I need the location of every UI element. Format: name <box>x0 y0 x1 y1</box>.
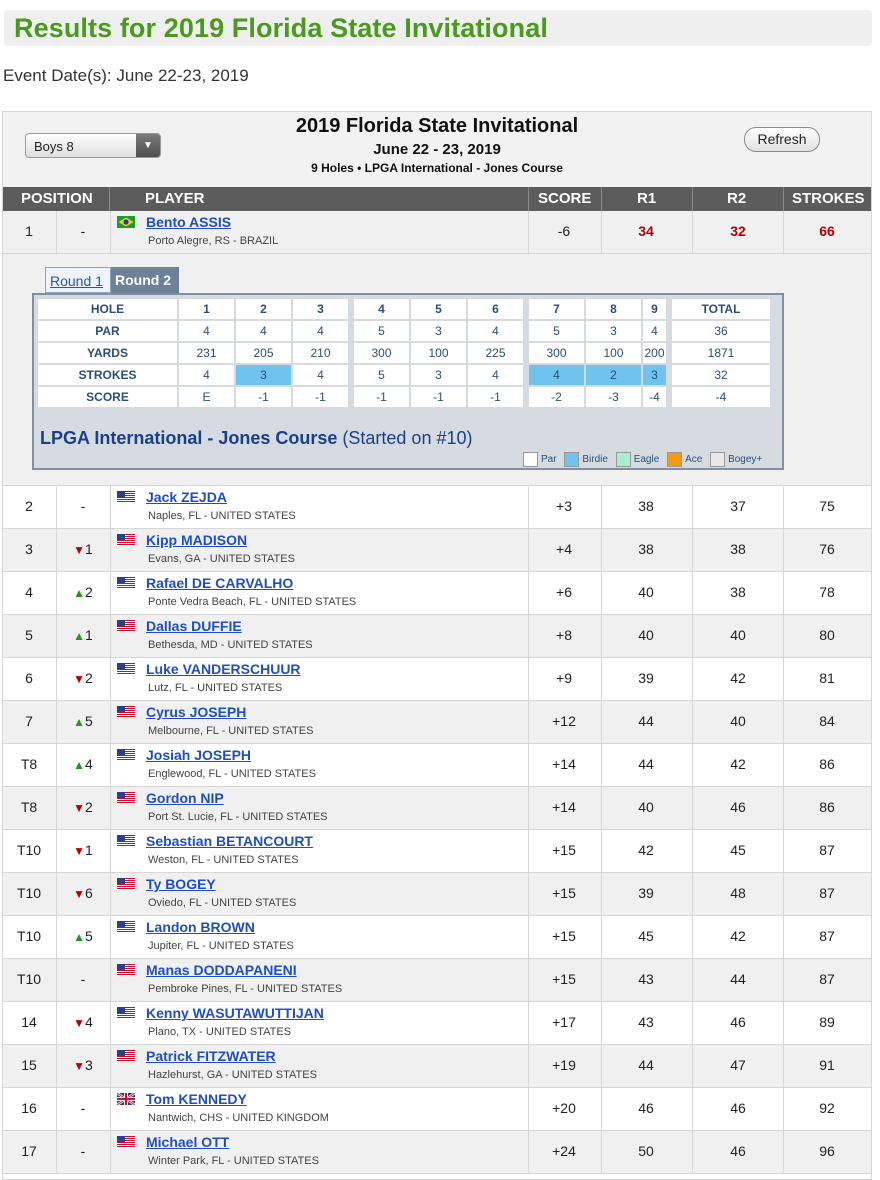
arrow-up-icon: ▲ <box>73 715 86 729</box>
position-change: ▼1 <box>73 842 93 858</box>
player-name-link[interactable]: Gordon NIP <box>146 790 224 806</box>
par-cell: 4 <box>236 321 291 341</box>
arrow-down-icon: ▼ <box>73 543 86 557</box>
score-cell: -1 <box>354 387 409 407</box>
player-name-link[interactable]: Landon BROWN <box>146 919 255 935</box>
position-change: ▼4 <box>73 1014 93 1030</box>
score-cell: -2 <box>529 387 584 407</box>
player-row[interactable] <box>3 486 871 529</box>
player-row[interactable] <box>3 529 871 572</box>
player-location: Jupiter, FL - UNITED STATES <box>148 940 294 952</box>
position: T10 <box>16 928 42 944</box>
player-name-link[interactable]: Dallas DUFFIE <box>146 618 242 634</box>
strokes-cell-birdie: 2 <box>586 365 641 385</box>
us-flag-icon <box>117 792 135 804</box>
hole-cell: 3 <box>293 299 348 319</box>
position-change: ▲2 <box>73 584 93 600</box>
par-swatch-icon <box>523 452 538 467</box>
strokes-cell-birdie: 3 <box>643 365 666 385</box>
page-title: Results for 2019 Florida State Invitational <box>14 13 548 43</box>
scorecard-table <box>36 297 772 409</box>
yards-cell: 200 <box>643 343 666 363</box>
position: 1 <box>25 223 33 239</box>
round1-score: 40 <box>638 627 654 643</box>
arrow-down-icon: ▼ <box>73 844 86 858</box>
player-location: Hazlehurst, GA - UNITED STATES <box>148 1069 317 1081</box>
player-location: Bethesda, MD - UNITED STATES <box>148 639 313 651</box>
player-row[interactable] <box>3 701 871 744</box>
round1-score: 44 <box>638 1057 654 1073</box>
total-score: +24 <box>552 1143 576 1159</box>
ace-swatch-icon <box>667 452 682 467</box>
player-location: Naples, FL - UNITED STATES <box>148 510 296 522</box>
player-location: Lutz, FL - UNITED STATES <box>148 682 283 694</box>
arrow-down-icon: ▼ <box>73 1059 86 1073</box>
total-score: +14 <box>552 799 576 815</box>
round1-score: 40 <box>638 799 654 815</box>
total-score: +17 <box>552 1014 576 1030</box>
total-strokes: 78 <box>819 584 835 600</box>
round1-score: 45 <box>638 928 654 944</box>
position: 3 <box>25 541 33 557</box>
position: T10 <box>16 971 42 987</box>
scorecard <box>32 293 784 470</box>
total-strokes: 87 <box>819 971 835 987</box>
par-label: PAR <box>38 321 177 341</box>
yards-label: YARDS <box>38 343 177 363</box>
tab-round-2[interactable]: Round 2 <box>111 267 179 293</box>
player-name-link[interactable]: Sebastian BETANCOURT <box>146 833 313 849</box>
round2-score: 42 <box>730 756 746 772</box>
round2-score: 46 <box>730 1014 746 1030</box>
yards-cell: 300 <box>354 343 409 363</box>
total-strokes: 87 <box>819 928 835 944</box>
total-score: +3 <box>556 498 572 514</box>
col-position[interactable]: POSITION <box>21 190 93 207</box>
arrow-down-icon: ▼ <box>73 672 86 686</box>
hole-row <box>38 299 770 319</box>
hole-label: HOLE <box>38 299 177 319</box>
par-cell: 3 <box>586 321 641 341</box>
total-strokes: 96 <box>819 1143 835 1159</box>
strokes-cell: 4 <box>179 365 234 385</box>
player-name-link[interactable]: Bento ASSIS <box>146 214 232 230</box>
us-flag-icon <box>117 534 135 546</box>
us-flag-icon <box>117 1136 135 1148</box>
yards-cell: 100 <box>586 343 641 363</box>
player-name-link[interactable]: Cyrus JOSEPH <box>146 704 247 720</box>
brazil-flag-icon <box>117 216 135 228</box>
position: 6 <box>25 670 33 686</box>
scorecard-panel <box>3 254 871 486</box>
total-strokes: 91 <box>819 1057 835 1073</box>
position-change: ▲5 <box>73 928 93 944</box>
total-strokes: 86 <box>819 756 835 772</box>
score-cell: -1 <box>411 387 466 407</box>
position-change: ▼2 <box>73 670 93 686</box>
player-row[interactable] <box>3 1131 871 1174</box>
us-flag-icon <box>117 835 135 847</box>
total-score: +9 <box>556 670 572 686</box>
col-r1[interactable]: R1 <box>637 190 657 207</box>
division-value: Boys 8 <box>34 139 74 154</box>
player-location: Evans, GA - UNITED STATES <box>148 553 295 565</box>
us-flag-icon <box>117 663 135 675</box>
arrow-up-icon: ▲ <box>73 586 86 600</box>
total-score: +15 <box>552 842 576 858</box>
player-row[interactable] <box>3 916 871 959</box>
player-name-link[interactable]: Kenny WASUTAWUTTIJAN <box>146 1005 324 1021</box>
leaderboard-header <box>3 112 871 187</box>
round1-score: 40 <box>638 584 654 600</box>
hole-cell: 8 <box>586 299 641 319</box>
player-row[interactable] <box>3 959 871 1002</box>
player-location: Nantwich, CHS - UNITED KINGDOM <box>148 1112 329 1124</box>
player-name-link[interactable]: Rafael DE CARVALHO <box>146 575 294 591</box>
hole-cell: 5 <box>411 299 466 319</box>
position-change: ▲5 <box>73 713 93 729</box>
player-name-link[interactable]: Jack ZEJDA <box>146 489 227 505</box>
par-cell: 4 <box>468 321 523 341</box>
us-flag-icon <box>117 964 135 976</box>
total-strokes: 80 <box>819 627 835 643</box>
total-score: +4 <box>556 541 572 557</box>
arrow-down-icon: ▼ <box>73 801 86 815</box>
arrow-up-icon: ▲ <box>73 629 86 643</box>
hole-cell: 9 <box>643 299 666 319</box>
player-row[interactable] <box>3 830 871 873</box>
round2-score: 37 <box>730 498 746 514</box>
leader-row[interactable] <box>3 211 871 254</box>
yards-total: 1871 <box>672 343 770 363</box>
total-strokes: 92 <box>819 1100 835 1116</box>
position-change: ▼6 <box>73 885 93 901</box>
strokes-cell: 4 <box>468 365 523 385</box>
round1-score: 44 <box>638 713 654 729</box>
player-location: Winter Park, FL - UNITED STATES <box>148 1155 319 1167</box>
scorecard-course <box>40 428 472 449</box>
leaderboard <box>2 111 872 1180</box>
hole-cell: 2 <box>236 299 291 319</box>
position-change: - <box>80 223 86 239</box>
position-change: - <box>80 1143 86 1159</box>
position-change: ▼1 <box>73 541 93 557</box>
column-header <box>3 187 871 211</box>
yards-cell: 300 <box>529 343 584 363</box>
col-strokes[interactable]: STROKES <box>792 190 865 207</box>
refresh-button[interactable]: Refresh <box>744 127 820 152</box>
position-change: - <box>80 498 86 514</box>
total-score: +15 <box>552 971 576 987</box>
position-change: - <box>80 971 86 987</box>
round2-score: 46 <box>730 1100 746 1116</box>
position: 2 <box>25 498 33 514</box>
player-row[interactable] <box>3 744 871 787</box>
strokes-row <box>38 365 770 385</box>
us-flag-icon <box>117 620 135 632</box>
col-player[interactable]: PLAYER <box>145 190 205 207</box>
hole-cell: 4 <box>354 299 409 319</box>
total-score: +15 <box>552 885 576 901</box>
round2-score: 38 <box>730 541 746 557</box>
total-strokes: 87 <box>819 885 835 901</box>
chevron-down-icon: ▼ <box>136 134 160 157</box>
strokes-label: STROKES <box>38 365 177 385</box>
score-total: -4 <box>672 387 770 407</box>
player-name-link[interactable]: Kipp MADISON <box>146 532 248 548</box>
round1-score: 42 <box>638 842 654 858</box>
strokes-cell-birdie: 3 <box>236 365 291 385</box>
round2-score: 40 <box>730 627 746 643</box>
us-flag-icon <box>117 577 135 589</box>
player-row[interactable] <box>3 873 871 916</box>
player-name-link[interactable]: Luke VANDERSCHUUR <box>146 661 301 677</box>
round1-score: 43 <box>638 971 654 987</box>
uk-flag-icon <box>117 1093 135 1105</box>
player-location: Weston, FL - UNITED STATES <box>148 854 299 866</box>
arrow-up-icon: ▲ <box>73 930 86 944</box>
total-score: +14 <box>552 756 576 772</box>
score-cell: E <box>179 387 234 407</box>
position: T10 <box>16 885 42 901</box>
legend-label: Par <box>541 454 557 466</box>
position: 15 <box>21 1057 37 1073</box>
total-score: +6 <box>556 584 572 600</box>
par-cell: 4 <box>643 321 666 341</box>
position-change: ▼2 <box>73 799 93 815</box>
hole-cell: 1 <box>179 299 234 319</box>
hole-cell: 6 <box>468 299 523 319</box>
player-location: Ponte Vedra Beach, FL - UNITED STATES <box>148 596 357 608</box>
total-strokes: 84 <box>819 713 835 729</box>
round2-score: 44 <box>730 971 746 987</box>
yards-cell: 225 <box>468 343 523 363</box>
us-flag-icon <box>117 878 135 890</box>
round2-score: 47 <box>730 1057 746 1073</box>
position-change: ▼3 <box>73 1057 93 1073</box>
player-location: Englewood, FL - UNITED STATES <box>148 768 316 780</box>
player-row[interactable] <box>3 572 871 615</box>
position-change: - <box>80 1100 86 1116</box>
round1-score: 39 <box>638 885 654 901</box>
round1-score: 34 <box>638 223 654 239</box>
position: 5 <box>25 627 33 643</box>
par-cell: 3 <box>411 321 466 341</box>
player-location: Porto Alegre, RS - BRAZIL <box>148 235 279 247</box>
total-strokes: 76 <box>819 541 835 557</box>
legend-label: Eagle <box>633 454 660 466</box>
round1-score: 39 <box>638 670 654 686</box>
round2-score: 42 <box>730 928 746 944</box>
score-cell: -3 <box>586 387 641 407</box>
total-strokes: 66 <box>819 223 835 239</box>
position: 7 <box>25 713 33 729</box>
score-cell: -1 <box>468 387 523 407</box>
us-flag-icon <box>117 921 135 933</box>
round1-score: 44 <box>638 756 654 772</box>
us-flag-icon <box>117 749 135 761</box>
legend-label: Bogey+ <box>728 454 763 466</box>
player-row[interactable] <box>3 1088 871 1131</box>
round1-score: 46 <box>638 1100 654 1116</box>
tab-round-1[interactable]: Round 1 <box>45 267 111 293</box>
position-change: ▲1 <box>73 627 93 643</box>
player-name-link[interactable]: Patrick FITZWATER <box>146 1048 276 1064</box>
player-row[interactable] <box>3 787 871 830</box>
score-cell: -1 <box>236 387 291 407</box>
strokes-cell: 3 <box>411 365 466 385</box>
player-list <box>3 486 871 1174</box>
round1-score: 38 <box>638 498 654 514</box>
par-row <box>38 321 770 341</box>
player-location: Port St. Lucie, FL - UNITED STATES <box>148 811 328 823</box>
birdie-swatch-icon <box>564 452 579 467</box>
position: 17 <box>21 1143 37 1159</box>
player-name-link[interactable]: Tom KENNEDY <box>146 1091 247 1107</box>
page-header <box>4 10 872 46</box>
strokes-total: 32 <box>672 365 770 385</box>
player-location: Oviedo, FL - UNITED STATES <box>148 897 297 909</box>
total-strokes: 81 <box>819 670 835 686</box>
par-total: 36 <box>672 321 770 341</box>
round1-score: 50 <box>638 1143 654 1159</box>
player-location: Plano, TX - UNITED STATES <box>148 1026 292 1038</box>
round2-score: 46 <box>730 1143 746 1159</box>
hole-cell: 7 <box>529 299 584 319</box>
round2-score: 46 <box>730 799 746 815</box>
legend-label: Birdie <box>582 454 608 466</box>
event-dates: June 22 - 23, 2019 <box>373 141 501 158</box>
par-cell: 4 <box>293 321 348 341</box>
position: 14 <box>21 1014 37 1030</box>
arrow-up-icon: ▲ <box>73 758 86 772</box>
arrow-down-icon: ▼ <box>73 887 86 901</box>
event-title: 2019 Florida State Invitational <box>295 115 579 137</box>
score-label: SCORE <box>38 387 177 407</box>
eagle-swatch-icon <box>616 452 631 467</box>
score-cell: -4 <box>643 387 666 407</box>
yards-cell: 231 <box>179 343 234 363</box>
total-strokes: 75 <box>819 498 835 514</box>
yards-cell: 100 <box>411 343 466 363</box>
strokes-cell-birdie: 4 <box>529 365 584 385</box>
total-label: TOTAL <box>672 299 770 319</box>
position-change: ▲4 <box>73 756 93 772</box>
position: 16 <box>21 1100 37 1116</box>
score-cell: -1 <box>293 387 348 407</box>
position: T8 <box>20 799 38 815</box>
total-strokes: 86 <box>819 799 835 815</box>
yards-cell: 210 <box>293 343 348 363</box>
player-name-link[interactable]: Manas DODDAPANENI <box>146 962 297 978</box>
total-score: +8 <box>556 627 572 643</box>
total-strokes: 89 <box>819 1014 835 1030</box>
round2-score: 32 <box>730 223 746 239</box>
total-score: +19 <box>552 1057 576 1073</box>
us-flag-icon <box>117 1007 135 1019</box>
strokes-cell: 4 <box>293 365 348 385</box>
event-date: Event Date(s): June 22-23, 2019 <box>3 66 249 85</box>
us-flag-icon <box>117 706 135 718</box>
par-cell: 5 <box>354 321 409 341</box>
player-row[interactable] <box>3 1002 871 1045</box>
player-location: Melbourne, FL - UNITED STATES <box>148 725 314 737</box>
event-course: 9 Holes • LPGA International - Jones Course <box>311 161 563 175</box>
col-r2[interactable]: R2 <box>727 190 747 207</box>
round1-score: 43 <box>638 1014 654 1030</box>
col-score[interactable]: SCORE <box>538 190 592 207</box>
round1-score: 38 <box>638 541 654 557</box>
scorecard-course-name: LPGA International - Jones Course <box>40 428 338 448</box>
total-score: +12 <box>552 713 576 729</box>
round2-score: 48 <box>730 885 746 901</box>
us-flag-icon <box>117 491 135 503</box>
total-score: -6 <box>557 223 571 239</box>
player-row[interactable] <box>3 658 871 701</box>
total-score: +20 <box>552 1100 576 1116</box>
total-strokes: 87 <box>819 842 835 858</box>
player-row[interactable] <box>3 615 871 658</box>
total-score: +15 <box>552 928 576 944</box>
player-name-link[interactable]: Josiah JOSEPH <box>146 747 252 763</box>
player-location: Pembroke Pines, FL - UNITED STATES <box>148 983 343 995</box>
position: 4 <box>25 584 33 600</box>
round2-score: 38 <box>730 584 746 600</box>
scorecard-started: (Started on #10) <box>342 428 473 448</box>
arrow-down-icon: ▼ <box>73 1016 86 1030</box>
yards-row <box>38 343 770 363</box>
round2-score: 45 <box>730 842 746 858</box>
par-cell: 4 <box>179 321 234 341</box>
strokes-cell: 5 <box>354 365 409 385</box>
us-flag-icon <box>117 1050 135 1062</box>
bogey-swatch-icon <box>710 452 725 467</box>
round2-score: 42 <box>730 670 746 686</box>
position: T8 <box>20 756 38 772</box>
legend-label: Ace <box>685 454 703 466</box>
position: T10 <box>16 842 42 858</box>
player-row[interactable] <box>3 1045 871 1088</box>
par-cell: 5 <box>529 321 584 341</box>
player-name-link[interactable]: Ty BOGEY <box>146 876 216 892</box>
yards-cell: 205 <box>236 343 291 363</box>
round2-score: 40 <box>730 713 746 729</box>
scorecard-legend <box>523 452 767 467</box>
player-name-link[interactable]: Michael OTT <box>146 1134 230 1150</box>
score-row <box>38 387 770 407</box>
